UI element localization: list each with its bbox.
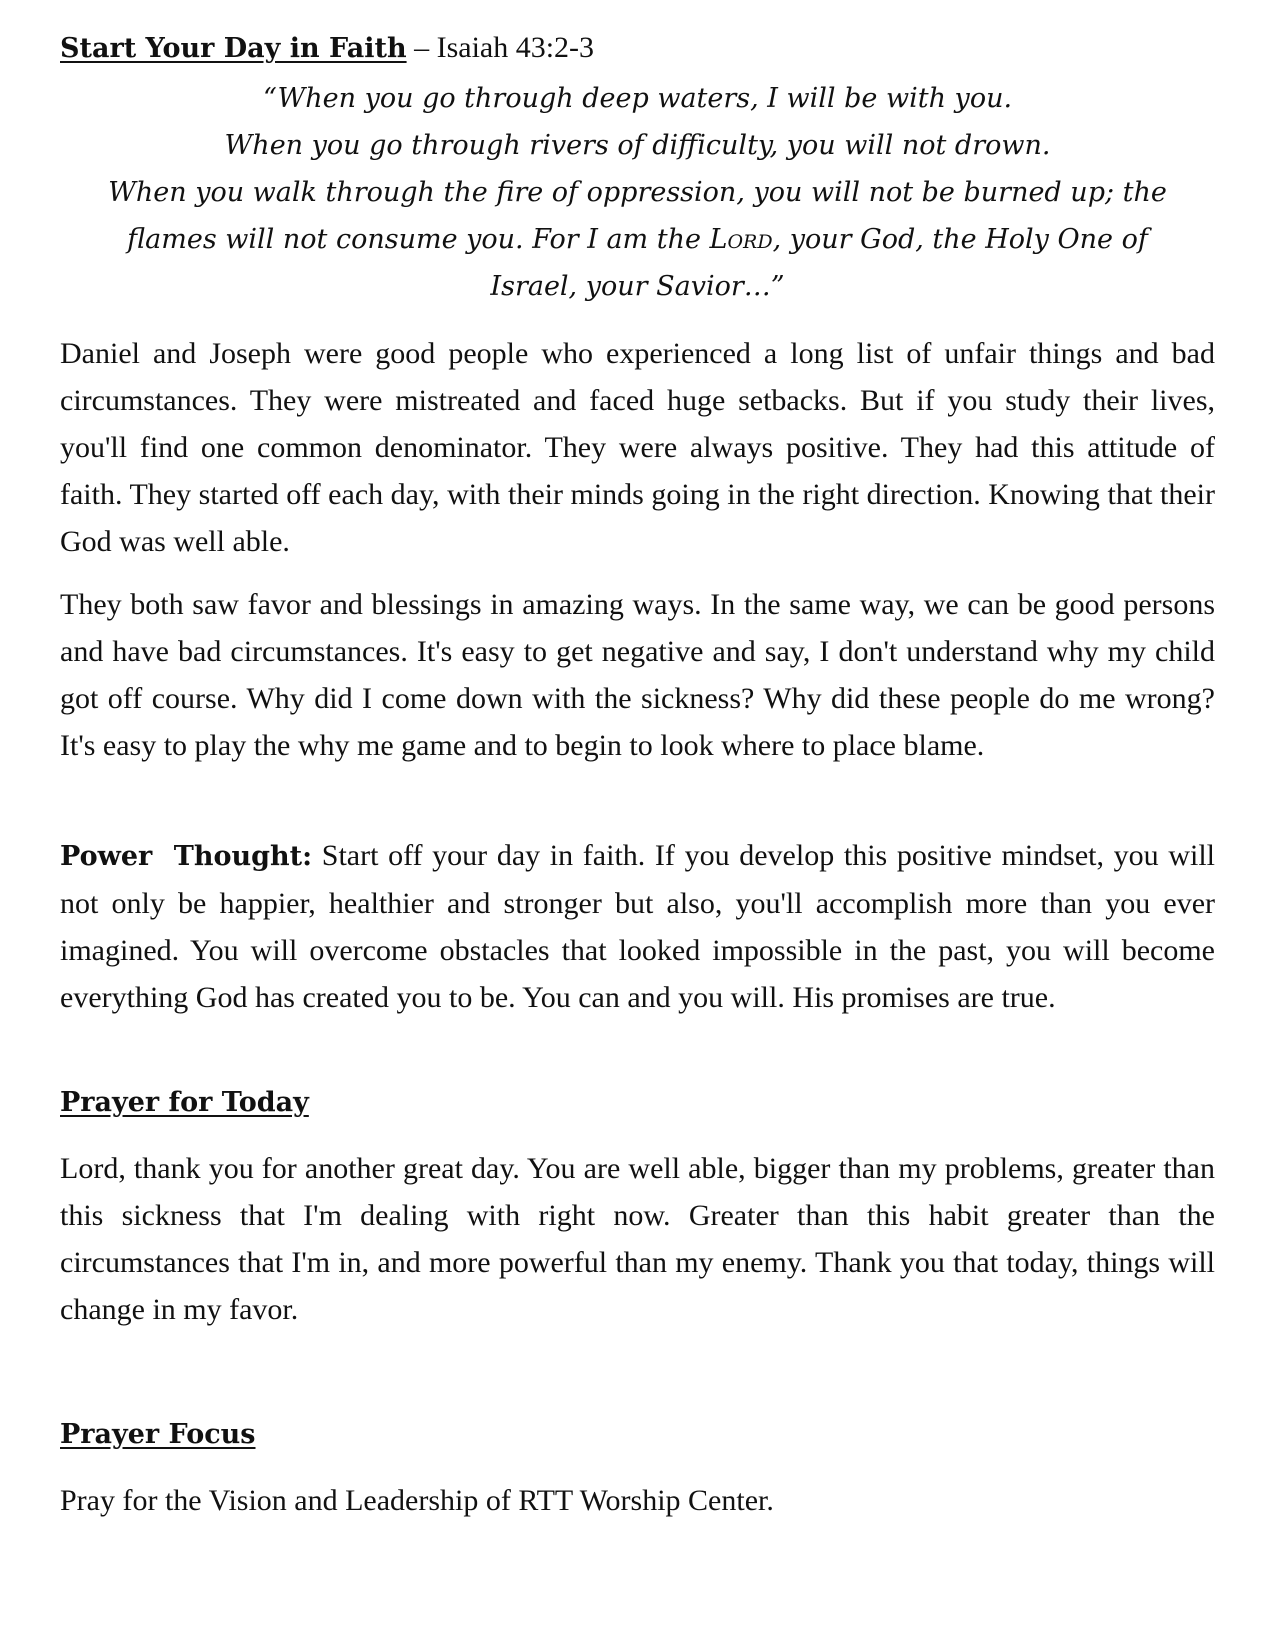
verse-line-3 [84,169,1191,310]
verse-line-1: “When you go through deep waters, I will be with you. [262,83,1013,114]
verse-line-3-end: , your God, the Holy One of Israel, your Savior…” [490,224,1148,302]
body-paragraph-1: Daniel and Joseph were good people who experienced a long list of unfair things and bad circumstances. They were mistreated and faced huge setbacks. But if you study their lives, you'll find one common denominator. They were always positive. They had this attitude of faith. They started off each day, with their minds going in the right direction. Knowing that their God was well able. [60,337,1215,558]
power-thought-label: Power Thought: [60,841,313,872]
verse-line-2: When you go through rivers of difficulty, you will not drown. [224,130,1051,161]
prayer-text: Lord, thank you for another great day. You are well able, bigger than my problems, greater than this sickness that I'm dealing with right now. Greater than this habit greater than the circumstances that I'm in, and more powerful than my enemy. Thank you that today, things will change in my favor. [60,1152,1215,1326]
title-line [60,22,1215,75]
scripture-reference: Isaiah 43:2-3 [436,31,595,64]
devotional-page [60,22,1215,1524]
prayer-heading: Prayer for Today [60,1087,309,1118]
scripture-quote [60,75,1215,310]
prayer-focus-heading: Prayer Focus [60,1419,256,1450]
title-separator: – [406,31,437,64]
body-paragraph-2: They both saw favor and blessings in amazing ways. In the same way, we can be good persons and have bad circumstances. It's easy to get negative and say, I don't understand why my child got off course. Why did I come down with the sickness? Why did these people do me wrong? It's easy to play the why me game and to begin to look where to place blame. [60,588,1215,762]
verse-lord: Lord [709,224,773,255]
power-thought [60,832,1215,1021]
verse-line-3-start: When you walk through the fire of oppression, you will not be burned up; the flames will not consume you. For I am the [108,177,1167,255]
power-thought-text: Start off your day in faith. If you develop this positive mindset, you will not only be happier, healthier and stronger but also, you'll accomplish more than you ever imagined. You will overcome obstacles that looked impossible in the past, you will become everything God has created you to be. You can and you will. His promises are true. [60,839,1215,1014]
prayer-focus-text: Pray for the Vision and Leadership of RTT Worship Center. [60,1484,774,1517]
page-title: Start Your Day in Faith [60,33,407,64]
